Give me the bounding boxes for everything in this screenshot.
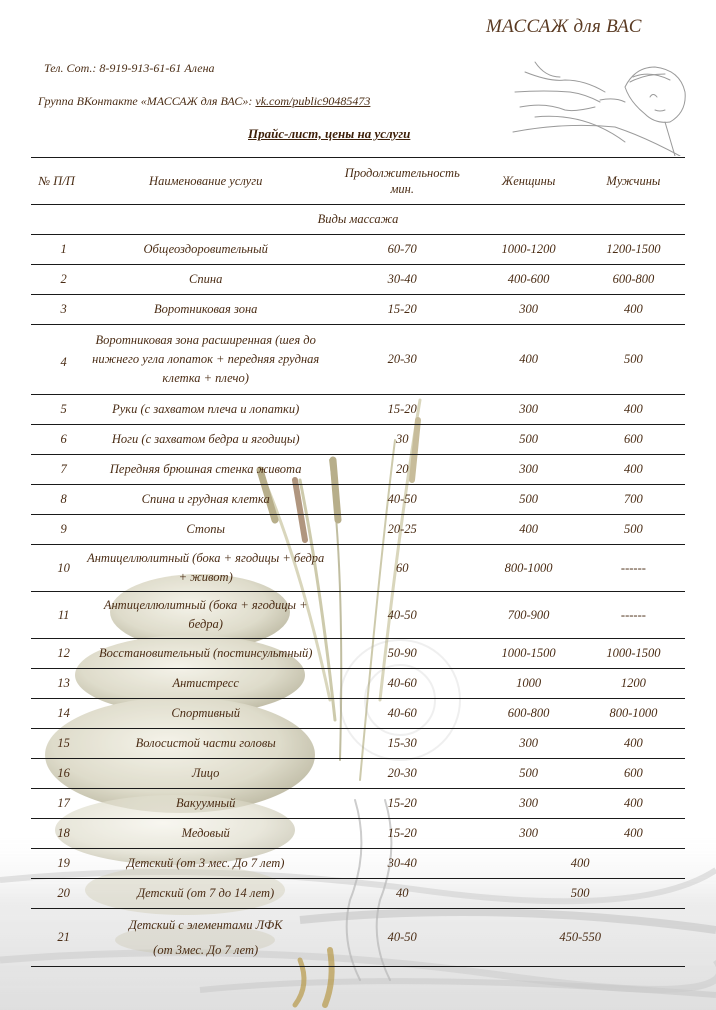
row-name: Спортивный [82,699,329,729]
price-list-title: Прайс-лист, цены на услуги [248,126,411,141]
row-name: Антистресс [82,669,329,699]
table-row [31,759,685,789]
row-women-price: 300 [475,819,582,849]
row-name: Ноги (с захватом бедра и ягодицы) [82,425,329,455]
table-header-row [31,158,685,205]
row-women-price: 400 [475,325,582,395]
row-men-price: 600 [582,425,685,455]
row-num: 1 [31,235,82,265]
row-men-price: 500 [582,515,685,545]
row-women-price: 400-600 [475,265,582,295]
row-duration: 20-30 [329,759,475,789]
section-row [31,205,685,235]
row-duration: 20-25 [329,515,475,545]
row-women-price: 800-1000 [475,545,582,592]
row-duration: 15-20 [329,819,475,849]
row-duration: 15-20 [329,295,475,325]
row-num: 13 [31,669,82,699]
row-duration: 40 [329,879,475,909]
row-men-price: 400 [582,295,685,325]
row-name: Общеоздоровительный [82,235,329,265]
row-num: 5 [31,395,82,425]
row-men-price: 1200 [582,669,685,699]
row-men-price: 400 [582,729,685,759]
table-row [31,395,685,425]
row-name: Антицеллюлитный (бока + ягодицы + бедра) [82,592,329,639]
header-men: Мужчины [582,158,685,205]
table-row [31,669,685,699]
table-row [31,909,685,967]
row-name: Воротниковая зона расширенная (шея до нижнего угла лопаток + передняя грудная клетка + плечо) [82,325,329,395]
row-price: 400 [475,849,685,879]
row-name: Восстановительный (постинсультный) [82,639,329,669]
row-women-price: 500 [475,485,582,515]
table-row [31,592,685,639]
row-num: 7 [31,455,82,485]
row-num: 2 [31,265,82,295]
row-duration: 40-50 [329,909,475,967]
row-name: Руки (с захватом плеча и лопатки) [82,395,329,425]
brand-title: МАССАЖ для ВАС [486,16,642,37]
row-name-line2: (от 3мес. До 7 лет) [153,942,259,957]
row-women-price: 500 [475,425,582,455]
row-num: 11 [31,592,82,639]
row-duration: 40-50 [329,485,475,515]
table-row [31,729,685,759]
row-num: 20 [31,879,82,909]
row-men-price: 800-1000 [582,699,685,729]
row-name: Передняя брюшная стенка живота [82,455,329,485]
row-men-price: 700 [582,485,685,515]
row-duration: 30 [329,425,475,455]
table-row [31,425,685,455]
header-name: Наименование услуги [82,158,329,205]
row-name: Спина и грудная клетка [82,485,329,515]
row-men-price: 1000-1500 [582,639,685,669]
row-women-price: 700-900 [475,592,582,639]
row-price: 500 [475,879,685,909]
row-women-price: 1000-1200 [475,235,582,265]
row-duration: 50-90 [329,639,475,669]
row-duration: 40-60 [329,669,475,699]
row-num: 14 [31,699,82,729]
row-men-price: 400 [582,455,685,485]
row-num: 6 [31,425,82,455]
row-num: 15 [31,729,82,759]
row-num: 10 [31,545,82,592]
row-name: Детский (от 7 до 14 лет) [82,879,329,909]
row-men-price: ------ [582,592,685,639]
row-num: 9 [31,515,82,545]
row-men-price: 1200-1500 [582,235,685,265]
row-num: 21 [31,909,82,967]
row-duration: 60-70 [329,235,475,265]
vk-group-link[interactable]: vk.com/public90485473 [255,94,371,108]
row-women-price: 300 [475,729,582,759]
row-duration: 15-20 [329,395,475,425]
table-row [31,515,685,545]
vk-group-label: Группа ВКонтакте «МАССАЖ для ВАС»: [38,94,256,108]
section-title: Виды массажа [31,205,685,235]
row-name: Медовый [82,819,329,849]
row-duration: 20 [329,455,475,485]
row-num: 4 [31,325,82,395]
row-women-price: 300 [475,295,582,325]
row-name [82,909,329,967]
row-men-price: 400 [582,395,685,425]
table-row [31,265,685,295]
table-row [31,789,685,819]
row-num: 12 [31,639,82,669]
row-duration: 15-30 [329,729,475,759]
row-women-price: 1000-1500 [475,639,582,669]
price-table [31,157,685,967]
row-name: Стопы [82,515,329,545]
row-women-price: 400 [475,515,582,545]
row-women-price: 1000 [475,669,582,699]
row-num: 8 [31,485,82,515]
row-num: 18 [31,819,82,849]
row-duration: 40-60 [329,699,475,729]
row-duration: 15-20 [329,789,475,819]
row-name: Волосистой части головы [82,729,329,759]
header-women: Женщины [475,158,582,205]
row-men-price: 600-800 [582,265,685,295]
row-men-price: 400 [582,819,685,849]
row-women-price: 300 [475,395,582,425]
massage-illustration-icon [505,52,695,156]
row-num: 16 [31,759,82,789]
row-women-price: 300 [475,455,582,485]
table-row [31,295,685,325]
row-men-price: ------ [582,545,685,592]
header-num: № П/П [31,158,82,205]
row-women-price: 600-800 [475,699,582,729]
table-row [31,639,685,669]
row-men-price: 500 [582,325,685,395]
row-duration: 40-50 [329,592,475,639]
row-name: Лицо [82,759,329,789]
table-row [31,819,685,849]
phone-contact: Тел. Сот.: 8-919-913-61-61 Алена [44,61,215,75]
row-name: Антицеллюлитный (бока + ягодицы + бедра + живот) [82,545,329,592]
row-men-price: 400 [582,789,685,819]
row-price: 450-550 [475,909,685,967]
row-duration: 20-30 [329,325,475,395]
vk-group-line [38,94,370,109]
row-name: Спина [82,265,329,295]
row-women-price: 300 [475,789,582,819]
row-name-line1: Детский с элементами ЛФК [128,917,283,932]
table-row [31,485,685,515]
table-row [31,325,685,395]
table-row [31,849,685,879]
row-name: Вакуумный [82,789,329,819]
row-men-price: 600 [582,759,685,789]
table-row [31,879,685,909]
table-row [31,455,685,485]
table-row [31,235,685,265]
row-name: Воротниковая зона [82,295,329,325]
table-row [31,545,685,592]
header-duration: Продолжительность мин. [329,158,475,205]
row-duration: 30-40 [329,849,475,879]
table-row [31,699,685,729]
row-name: Детский (от 3 мес. До 7 лет) [82,849,329,879]
row-duration: 60 [329,545,475,592]
row-duration: 30-40 [329,265,475,295]
row-num: 3 [31,295,82,325]
row-women-price: 500 [475,759,582,789]
row-num: 17 [31,789,82,819]
row-num: 19 [31,849,82,879]
